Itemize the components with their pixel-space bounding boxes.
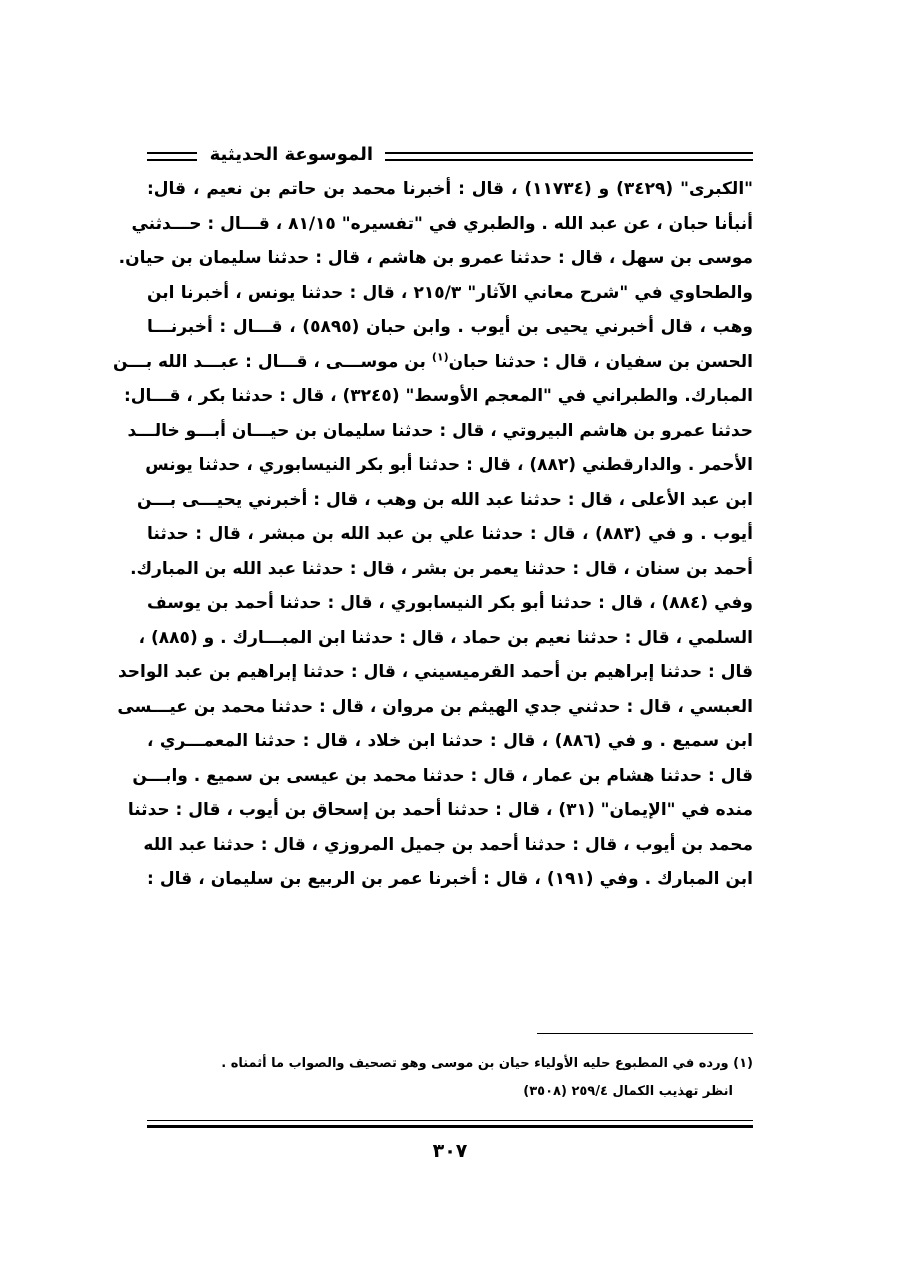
footnote-1-continued: انظر تهذيب الكمال ٢٥٩/٤ (٣٥٠٨) [523,1084,733,1099]
text-line-1: "الكبرى" (٣٤٢٩) و (١١٧٣٤) ، قال : أخبرنا محمد بن حاتم بن نعيم ، قال: [147,179,754,199]
text-line-17: ابن سميع . و في (٨٨٦) ، قال : حدثنا ابن خلاد ، قال : حدثنا المعمـــري ، [147,731,753,751]
footnote-separator [537,1033,753,1034]
text-line-6-head: الحسن بن سفيان ، قال : حدثنا حبان [448,351,753,372]
text-line-15: قال : حدثنا إبراهيم بن أحمد القرميسيني ، قال : حدثنا إبراهيم بن عبد الواحد [117,662,753,682]
footnotes [147,1050,753,1106]
text-line-3: موسى بن سهل ، قال : حدثنا عمرو بن هاشم ، قال : حدثنا سليمان بن حيان. [118,248,753,268]
body-text [112,172,754,897]
text-line-8: حدثنا عمرو بن هاشم البيروتي ، قال : حدثنا سليمان بن حيـــان أبـــو خالـــد [127,420,753,441]
text-line-4: والطحاوي في "شرح معاني الآثار" ٢١٥/٣ ، قال : حدثنا يونس ، أخبرنا ابن [147,282,753,303]
text-line-11: أيوب . و في (٨٨٣) ، قال : حدثنا علي بن عبد الله بن مبشر ، قال : حدثنا [147,524,753,544]
text-line-9: الأحمر . والدارقطني (٨٨٢) ، قال : حدثنا أبو بكر النيسابوري ، حدثنا يونس [145,455,753,475]
text-line-2: أنبأنا حبان ، عن عبد الله . والطبري في "تفسيره" ٨١/١٥ ، قـــال : حـــدثني [131,213,753,234]
text-line-6-tail: بن موســـى ، قـــال : عبـــد الله بـــن [112,351,432,372]
bottom-rule-thin [147,1120,753,1121]
text-line-21: ابن المبارك . وفي (١٩١) ، قال : أخبرنا عمر بن الربيع بن سليمان ، قال : [147,869,753,889]
footnote-1: (١) ورده في المطبوع حليه الأولياء حيان بن موسى وهو تصحيف والصواب ما أثمناه . [221,1056,753,1071]
text-line-14: السلمي ، قال : حدثنا نعيم بن حماد ، قال : حدثنا ابن المبـــارك . و (٨٨٥) ، [138,627,753,648]
text-line-10: ابن عبد الأعلى ، قال : حدثنا عبد الله بن وهب ، قال : أخبرني يحيـــى بـــن [137,489,753,510]
text-line-5: وهب ، قال أخبرني يحيى بن أيوب . وابن حبان (٥٨٩٥) ، قـــال : أخبرنـــا [147,317,753,337]
text-line-7: المبارك. والطبراني في "المعجم الأوسط" (٣٢٤٥) ، قال : حدثنا بكر ، قـــال: [124,386,753,406]
page-number: ٣٠٧ [432,1140,468,1162]
header-rule-short [147,152,197,161]
text-line-18: قال : حدثنا هشام بن عمار ، قال : حدثنا محمد بن عيسى بن سميع . وابـــن [132,765,753,786]
page-header [147,140,753,170]
header-rule-long [385,152,753,161]
footnote-marker: (١) [431,349,449,363]
header-title: الموسوعة الحديثية [209,144,373,165]
text-line-13: وفي (٨٨٤) ، قال : حدثنا أبو بكر النيسابوري ، قال : حدثنا أحمد بن يوسف [147,593,753,613]
text-line-12: أحمد بن سنان ، قال : حدثنا يعمر بن بشر ، قال : حدثنا عبد الله بن المبارك. [130,558,753,579]
text-line-20: محمد بن أيوب ، قال : حدثنا أحمد بن جميل المروزي ، قال : حدثنا عبد الله [143,834,753,855]
bottom-rule-thick [147,1125,753,1128]
text-line-19: منده في "الإيمان" (٣١) ، قال : حدثنا أحمد بن إسحاق بن أيوب ، قال : حدثنا [127,800,753,820]
text-line-6 [112,345,753,380]
text-line-16: العبسي ، قال : حدثني جدي الهيثم بن مروان ، قال : حدثنا محمد بن عيـــسى [117,696,753,717]
